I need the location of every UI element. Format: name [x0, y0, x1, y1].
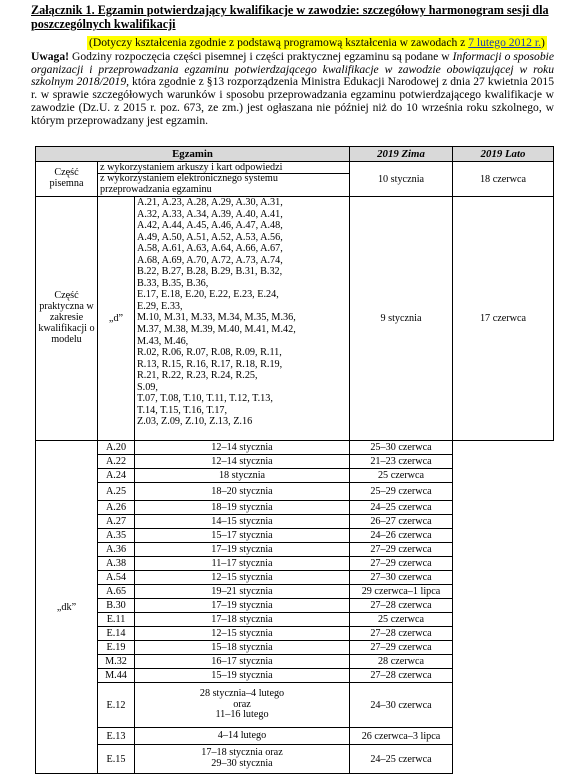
table-row	[36, 745, 554, 774]
qualification-code: E.15	[98, 745, 135, 774]
col-exam-header: Egzamin	[36, 147, 350, 162]
qualification-code: M.32	[98, 655, 135, 669]
summer-date: 27–28 czerwca	[350, 599, 453, 613]
winter-date: 17–19 stycznia	[135, 543, 350, 557]
summer-date: 24–25 czerwca	[350, 745, 453, 774]
winter-date	[135, 728, 350, 745]
model-d-code-line: B.22, B.27, B.28, B.29, B.31, B.32,	[137, 266, 283, 278]
summer-date: 27–29 czerwca	[350, 543, 453, 557]
winter-date: 16–17 stycznia	[135, 655, 350, 669]
model-d-code-line: B.33, B.35, B.36,	[137, 277, 209, 289]
qualification-code: M.44	[98, 669, 135, 683]
summer-date: 25 czerwca	[350, 613, 453, 627]
summer-date: 27–28 czerwca	[350, 627, 453, 641]
winter-date: 15–18 stycznia	[135, 641, 350, 655]
header-row	[36, 147, 554, 162]
qualification-code: E.12	[98, 683, 135, 728]
note-prefix: (Dotyczy kształcenia zgodnie z podstawą programową kształcenia w zawodach z	[89, 36, 469, 49]
table-row	[36, 501, 554, 515]
warning-paragraph	[31, 51, 554, 127]
winter-date: 12–15 stycznia	[135, 627, 350, 641]
winter-date-line: 29–30 stycznia	[211, 758, 273, 769]
model-d-code-line: R.21, R.22, R.23, R.24, R.25,	[137, 370, 258, 382]
model-d-label: „d”	[98, 197, 135, 441]
table-row	[36, 455, 554, 469]
table-row	[36, 641, 554, 655]
summer-date: 25 czerwca	[350, 469, 453, 483]
winter-date: 19–21 stycznia	[135, 585, 350, 599]
qualification-code: E.19	[98, 641, 135, 655]
table-row	[36, 483, 554, 501]
written-winter-date: 10 stycznia	[350, 162, 453, 197]
table-row	[36, 627, 554, 641]
qualification-code: E.14	[98, 627, 135, 641]
winter-date: 12–15 stycznia	[135, 571, 350, 585]
qualification-code: A.65	[98, 585, 135, 599]
model-d-code-line: Z.03, Z.09, Z.10, Z.13, Z.16	[137, 416, 253, 428]
winter-date: 12–14 stycznia	[135, 455, 350, 469]
winter-date: 11–17 stycznia	[135, 557, 350, 571]
winter-date-line: 17–18 stycznia oraz	[201, 747, 283, 759]
qualification-code: A.26	[98, 501, 135, 515]
warning-italic: Informacji o sposobie organizacji i przeprowadzania egzaminu potwierdzającego kwalifikacje w zawodzie obowiązującej w roku szkolnym 2018/2019,	[31, 50, 554, 89]
model-dk-label: „dk”	[36, 441, 98, 774]
table-row	[36, 683, 554, 728]
curriculum-note	[87, 36, 547, 50]
winter-date: 17–19 stycznia	[135, 599, 350, 613]
qualification-code: A.22	[98, 455, 135, 469]
winter-date: 18–19 stycznia	[135, 501, 350, 515]
winter-date-line: 4–14 lutego	[217, 729, 267, 741]
written-summer-date: 18 czerwca	[453, 162, 554, 197]
model-d-code-line: A.42, A.44, A.45, A.46, A.47, A.48,	[137, 220, 283, 232]
table-row	[36, 669, 554, 683]
summer-date: 27–29 czerwca	[350, 641, 453, 655]
table-row	[36, 441, 554, 455]
model-d-code-line: T.07, T.08, T.10, T.11, T.12, T.13,	[137, 393, 273, 405]
model-d-code-line: A.49, A.50, A.51, A.52, A.53, A.56,	[137, 231, 283, 243]
summer-date: 29 czerwca–1 lipca	[350, 585, 453, 599]
winter-date: 12–14 stycznia	[135, 441, 350, 455]
qualification-code: E.13	[98, 728, 135, 745]
warning-text-2: która zgodnie z §13 rozporządzenia Ministra Edukacji Narodowej z dnia 27 kwietnia 2015 r. w sprawie szczegółowych warunków i sposobu przeprowadzania egzaminu potwierdzającego kwalifikacje w zawodzie (Dz.U. z 2015 r. poz. 673, ze zm.) jest ogłaszana nie później niż do 10 września roku szkolnego, w którym przeprowadzany jest egzamin.	[31, 75, 554, 127]
summer-date: 24–30 czerwca	[350, 683, 453, 728]
summer-date: 24–26 czerwca	[350, 529, 453, 543]
qualification-code: A.36	[98, 543, 135, 557]
table-row	[36, 599, 554, 613]
winter-date	[135, 683, 350, 728]
model-d-code-line: E.29, E.33,	[137, 300, 183, 312]
schedule-table	[35, 146, 554, 774]
qualification-code: A.35	[98, 529, 135, 543]
winter-date: 18 stycznia	[135, 469, 350, 483]
model-d-code-line: T.14, T.15, T.16, T.17,	[137, 404, 228, 416]
winter-date-line: oraz	[233, 698, 251, 710]
qualification-code: A.38	[98, 557, 135, 571]
model-d-row	[36, 197, 554, 441]
model-d-code-line: E.17, E.18, E.20, E.22, E.23, E.24,	[137, 289, 279, 301]
winter-date-line: 11–16 lutego	[215, 709, 269, 721]
table-row	[36, 655, 554, 669]
winter-date	[135, 745, 350, 774]
table-row	[36, 557, 554, 571]
model-d-code-line: S.09,	[137, 381, 158, 393]
model-d-code-line: A.58, A.61, A.63, A.64, A.66, A.67,	[137, 243, 283, 255]
qualification-code: A.24	[98, 469, 135, 483]
qualification-code: A.54	[98, 571, 135, 585]
note-suffix: )	[541, 36, 545, 49]
table-row	[36, 585, 554, 599]
model-d-summer-date: 17 czerwca	[453, 197, 554, 441]
written-label: Część pisemna	[36, 162, 98, 197]
table-row	[36, 543, 554, 557]
model-d-code-line: M.37, M.38, M.39, M.40, M.41, M.42,	[137, 324, 296, 336]
summer-date: 27–30 czerwca	[350, 571, 453, 585]
winter-date: 17–18 stycznia	[135, 613, 350, 627]
written-row-1	[36, 162, 554, 174]
table-row	[36, 571, 554, 585]
summer-date: 25–30 czerwca	[350, 441, 453, 455]
summer-date: 24–25 czerwca	[350, 501, 453, 515]
warning-label: Uwaga!	[31, 50, 69, 63]
note-date-link[interactable]: 7 lutego 2012 r.	[468, 36, 541, 49]
qualification-code: A.27	[98, 515, 135, 529]
winter-date: 18–20 stycznia	[135, 483, 350, 501]
qualification-code: B.30	[98, 599, 135, 613]
model-d-code-line: M.10, M.31, M.33, M.34, M.35, M.36,	[137, 312, 296, 324]
written-method-electronic: z wykorzystaniem elektronicznego systemu przeprowadzania egzaminu	[98, 174, 350, 197]
model-d-code-line: A.32, A.33, A.34, A.39, A.40, A.41,	[137, 208, 283, 220]
model-d-code-line: M.43, M.46,	[137, 335, 189, 347]
table-row	[36, 515, 554, 529]
model-d-code-line: R.13, R.15, R.16, R.17, R.18, R.19,	[137, 358, 283, 370]
summer-date: 26 czerwca–3 lipca	[350, 728, 453, 745]
summer-date: 21–23 czerwca	[350, 455, 453, 469]
summer-date: 26–27 czerwca	[350, 515, 453, 529]
warning-text-1: Godziny rozpoczęcia części pisemnej i części praktycznej egzaminu są podane w	[69, 50, 453, 63]
winter-date: 15–17 stycznia	[135, 529, 350, 543]
col-summer-header: 2019 Lato	[453, 147, 554, 162]
winter-date: 14–15 stycznia	[135, 515, 350, 529]
summer-date: 25–29 czerwca	[350, 483, 453, 501]
qualification-code: A.25	[98, 483, 135, 501]
qualification-code: E.11	[98, 613, 135, 627]
table-row	[36, 613, 554, 627]
winter-date-line: 28 stycznia–4 lutego	[199, 687, 285, 699]
written-method-paper: z wykorzystaniem arkuszy i kart odpowiedzi	[98, 162, 350, 174]
table-row	[36, 728, 554, 745]
model-d-winter-date: 9 stycznia	[350, 197, 453, 441]
col-winter-header: 2019 Zima	[350, 147, 453, 162]
model-d-code-line: A.21, A.23, A.28, A.29, A.30, A.31,	[137, 197, 283, 208]
summer-date: 27–28 czerwca	[350, 669, 453, 683]
summer-date: 28 czerwca	[350, 655, 453, 669]
model-d-code-line: R.02, R.06, R.07, R.08, R.09, R.11,	[137, 347, 282, 359]
model-d-code-line: A.68, A.69, A.70, A.72, A.73, A.74,	[137, 254, 283, 266]
summer-date: 27–29 czerwca	[350, 557, 453, 571]
page-title: Załącznik 1. Egzamin potwierdzający kwalifikacje w zawodzie: szczegółowy harmonogram sesji dla poszczególnych kwalifikacji	[31, 3, 549, 31]
table-row	[36, 469, 554, 483]
qualification-code: A.20	[98, 441, 135, 455]
table-row	[36, 529, 554, 543]
model-d-codes	[135, 197, 350, 441]
winter-date: 15–19 stycznia	[135, 669, 350, 683]
practical-label: Część praktyczna w zakresie kwalifikacji o modelu	[36, 197, 98, 441]
